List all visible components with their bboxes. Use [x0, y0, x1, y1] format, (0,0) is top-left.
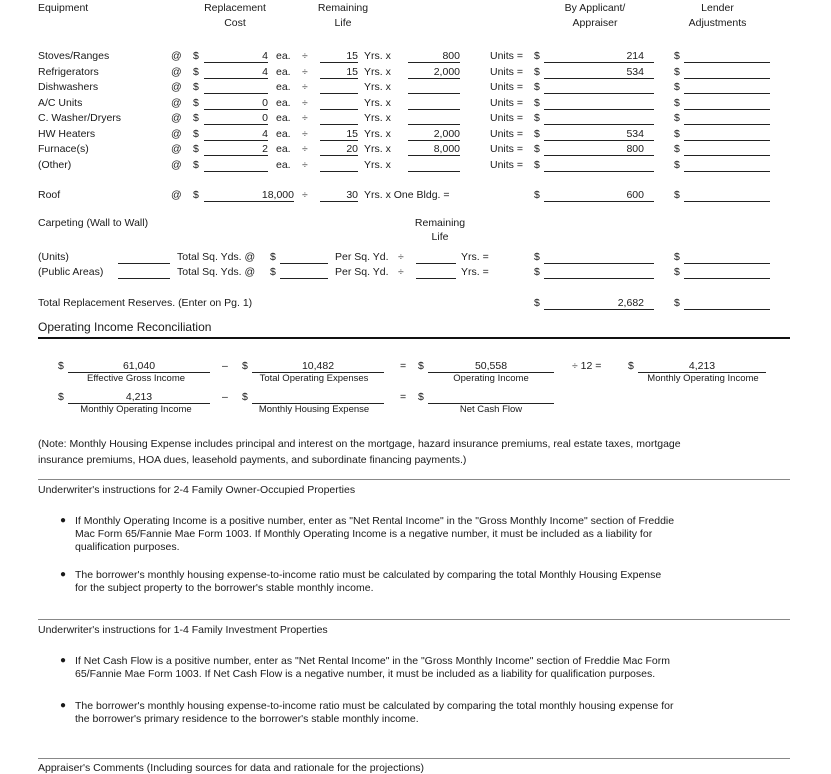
yrs-label: Yrs. x — [364, 50, 391, 62]
dollar-sign: $ — [534, 266, 540, 278]
net-cash-flow-label: Net Cash Flow — [459, 404, 523, 415]
carpet-units-sqyds-label: Total Sq. Yds. @ — [177, 251, 256, 263]
carpet-public-applicant-field[interactable] — [544, 266, 654, 279]
dollar-sign: $ — [674, 143, 680, 155]
applicant-field[interactable] — [544, 66, 654, 79]
dollar-sign: $ — [674, 81, 680, 93]
ea-label: ea. — [276, 159, 291, 171]
lender-field[interactable] — [684, 97, 770, 110]
bullet-icon: ● — [60, 569, 67, 580]
row2-monthly-operating-income-field[interactable]: 4,213 — [68, 391, 210, 404]
net-cash-flow-field[interactable] — [428, 391, 554, 404]
divide-symbol: ÷ — [302, 189, 308, 201]
dollar-sign: $ — [628, 360, 634, 372]
dollar-sign: $ — [674, 97, 680, 109]
roof-lender-field[interactable] — [684, 189, 770, 202]
ea-label: ea. — [276, 50, 291, 62]
dollar-sign: $ — [58, 360, 64, 372]
dollar-sign: $ — [534, 81, 540, 93]
divide-symbol: ÷ — [302, 112, 308, 124]
life-field[interactable] — [320, 159, 358, 172]
dollar-sign: $ — [193, 189, 199, 201]
divide-symbol: ÷ — [302, 50, 308, 62]
equipment-name: C. Washer/Dryers — [38, 112, 122, 124]
applicant-value: 534 — [626, 128, 644, 140]
at-symbol: @ — [171, 112, 182, 124]
at-symbol: @ — [171, 128, 182, 140]
life-field[interactable]: 15 — [320, 66, 358, 79]
dollar-sign: $ — [193, 159, 199, 171]
applicant-field[interactable] — [544, 50, 654, 63]
units-eq-label: Units = — [490, 81, 523, 93]
section-divider — [38, 337, 790, 339]
effective-gross-income-field[interactable]: 61,040 — [68, 360, 210, 373]
roof-applicant-field[interactable] — [544, 189, 654, 202]
cost-field[interactable]: 4 — [204, 128, 268, 141]
units-eq-label: Units = — [490, 143, 523, 155]
units-field[interactable] — [408, 112, 460, 125]
total-operating-expenses-field[interactable]: 10,482 — [252, 360, 384, 373]
life-field[interactable]: 15 — [320, 50, 358, 63]
carpet-units-lender-field[interactable] — [684, 251, 770, 264]
roof-applicant-value: 600 — [626, 189, 644, 201]
dollar-sign: $ — [674, 66, 680, 78]
carpet-public-price-field[interactable] — [280, 266, 328, 279]
equipment-header: Equipment — [38, 2, 89, 14]
carpet-public-label: (Public Areas) — [38, 266, 104, 278]
bullet-icon: ● — [60, 515, 67, 526]
carpet-remaining-life-line2: Life — [431, 231, 449, 243]
dollar-sign: $ — [193, 81, 199, 93]
dollar-sign: $ — [193, 128, 199, 140]
dollar-sign: $ — [418, 391, 424, 403]
operating-income-label: Operating Income — [453, 373, 529, 384]
lender-field[interactable] — [684, 66, 770, 79]
equals-symbol: = — [400, 391, 407, 403]
ea-label: ea. — [276, 81, 291, 93]
dollar-sign: $ — [193, 143, 199, 155]
dollar-sign: $ — [534, 143, 540, 155]
total-operating-expenses-label: Total Operating Expenses — [259, 373, 369, 384]
cost-field[interactable]: 0 — [204, 97, 268, 110]
row2-monthly-operating-income-label: Monthly Operating Income — [80, 404, 192, 415]
roof-cost-field[interactable]: 18,000 — [204, 189, 294, 202]
life-field[interactable] — [320, 97, 358, 110]
applicant-value: 800 — [626, 143, 644, 155]
dollar-sign: $ — [534, 50, 540, 62]
roof-label: Roof — [38, 189, 61, 201]
equals-symbol: = — [400, 360, 407, 372]
carpet-public-per-label: Per Sq. Yd. — [335, 266, 389, 278]
units-field[interactable]: 2,000 — [408, 128, 460, 141]
dollar-sign: $ — [193, 97, 199, 109]
monthly-operating-income-field[interactable]: 4,213 — [638, 360, 766, 373]
carpeting-label: Carpeting (Wall to Wall) — [38, 217, 149, 229]
lender-field[interactable] — [684, 143, 770, 156]
units-field[interactable]: 2,000 — [408, 66, 460, 79]
applicant-field[interactable] — [544, 81, 654, 94]
dollar-sign: $ — [674, 266, 680, 278]
dollar-sign: $ — [193, 112, 199, 124]
carpet-units-life-field[interactable] — [416, 251, 456, 264]
dollar-sign: $ — [58, 391, 64, 403]
carpet-units-label: (Units) — [38, 251, 69, 263]
carpet-public-lender-field[interactable] — [684, 266, 770, 279]
remaining-life-header-line2: Life — [334, 17, 352, 29]
at-symbol: @ — [171, 66, 182, 78]
carpet-public-life-field[interactable] — [416, 266, 456, 279]
dollar-sign: $ — [674, 297, 680, 309]
divide-symbol: ÷ — [302, 81, 308, 93]
yrs-label: Yrs. x — [364, 143, 391, 155]
section-divider — [38, 758, 790, 759]
minus-symbol: – — [222, 360, 228, 372]
units-field[interactable]: 8,000 — [408, 143, 460, 156]
at-symbol: @ — [171, 97, 182, 109]
operating-income-field[interactable]: 50,558 — [428, 360, 554, 373]
applicant-field[interactable] — [544, 112, 654, 125]
carpet-remaining-life-line1: Remaining — [414, 217, 466, 229]
equipment-name: Dishwashers — [38, 81, 99, 93]
dollar-sign: $ — [674, 50, 680, 62]
dollar-sign: $ — [418, 360, 424, 372]
replacement-cost-header-line2: Cost — [224, 17, 246, 29]
divide-symbol: ÷ — [302, 159, 308, 171]
divide-symbol: ÷ — [302, 97, 308, 109]
life-field[interactable] — [320, 81, 358, 94]
units-eq-label: Units = — [490, 66, 523, 78]
ea-label: ea. — [276, 112, 291, 124]
appraiser-comments-title: Appraiser's Comments (Including sources for data and rationale for the projections) — [38, 762, 425, 774]
carpet-units-yrs-label: Yrs. = — [461, 251, 489, 263]
note-line2: insurance premiums, HOA dues, leasehold payments, and subordinate financing payments.) — [38, 454, 467, 466]
units-field[interactable]: 800 — [408, 50, 460, 63]
yrs-label: Yrs. x — [364, 66, 391, 78]
ea-label: ea. — [276, 128, 291, 140]
at-symbol: @ — [171, 143, 182, 155]
divide-symbol: ÷ — [302, 66, 308, 78]
monthly-housing-expense-field[interactable] — [252, 391, 384, 404]
units-eq-label: Units = — [490, 128, 523, 140]
at-symbol: @ — [171, 189, 182, 201]
dollar-sign: $ — [674, 128, 680, 140]
dollar-sign: $ — [534, 128, 540, 140]
cost-field[interactable]: 4 — [204, 66, 268, 79]
at-symbol: @ — [171, 81, 182, 93]
divide-symbol: ÷ — [398, 266, 404, 278]
divide-by-twelve: ÷ 12 = — [572, 360, 602, 372]
yrs-label: Yrs. x — [364, 112, 391, 124]
applicant-value: 534 — [626, 66, 644, 78]
dollar-sign: $ — [270, 251, 276, 263]
yrs-label: Yrs. x — [364, 81, 391, 93]
total-reserves-applicant-field[interactable] — [544, 297, 654, 310]
monthly-operating-income-label: Monthly Operating Income — [647, 373, 759, 384]
cost-field[interactable]: 4 — [204, 50, 268, 63]
dollar-sign: $ — [674, 251, 680, 263]
carpet-units-per-label: Per Sq. Yd. — [335, 251, 389, 263]
lender-field[interactable] — [684, 50, 770, 63]
dollar-sign: $ — [674, 189, 680, 201]
lender-field[interactable] — [684, 112, 770, 125]
lender-header-line1: Lender — [701, 2, 734, 14]
dollar-sign: $ — [674, 112, 680, 124]
lender-header-line2: Adjustments — [688, 17, 747, 29]
divide-symbol: ÷ — [302, 128, 308, 140]
units-field[interactable] — [408, 81, 460, 94]
dollar-sign: $ — [193, 50, 199, 62]
remaining-life-header-line1: Remaining — [317, 2, 369, 14]
equipment-name: Furnace(s) — [38, 143, 89, 155]
equipment-name: Refrigerators — [38, 66, 99, 78]
lender-field[interactable] — [684, 128, 770, 141]
dollar-sign: $ — [534, 251, 540, 263]
total-reserves-applicant-value: 2,682 — [617, 297, 644, 309]
total-reserves-lender-field[interactable] — [684, 297, 770, 310]
effective-gross-income-label: Effective Gross Income — [86, 373, 186, 384]
dollar-sign: $ — [534, 97, 540, 109]
at-symbol: @ — [171, 50, 182, 62]
dollar-sign: $ — [242, 391, 248, 403]
minus-symbol: – — [222, 391, 228, 403]
carpet-units-applicant-field[interactable] — [544, 251, 654, 264]
bullet-icon: ● — [60, 700, 67, 711]
units-field[interactable] — [408, 97, 460, 110]
roof-suffix: Yrs. x One Bldg. = — [364, 189, 450, 201]
carpet-public-yrs-label: Yrs. = — [461, 266, 489, 278]
cost-field[interactable] — [204, 159, 268, 172]
units-eq-label: Units = — [490, 112, 523, 124]
lender-field[interactable] — [684, 81, 770, 94]
equipment-name: HW Heaters — [38, 128, 96, 140]
units-field[interactable] — [408, 159, 460, 172]
cost-field[interactable] — [204, 81, 268, 94]
life-field[interactable]: 15 — [320, 128, 358, 141]
applicant-value: 214 — [626, 50, 644, 62]
dollar-sign: $ — [674, 159, 680, 171]
life-field[interactable] — [320, 112, 358, 125]
by-applicant-header-line2: Appraiser — [572, 17, 618, 29]
dollar-sign: $ — [270, 266, 276, 278]
bullet-icon: ● — [60, 655, 67, 666]
applicant-field[interactable] — [544, 159, 654, 172]
units-eq-label: Units = — [490, 159, 523, 171]
replacement-cost-header-line1: Replacement — [204, 2, 266, 14]
divide-symbol: ÷ — [398, 251, 404, 263]
section-divider — [38, 619, 790, 620]
dollar-sign: $ — [193, 66, 199, 78]
section-divider — [38, 479, 790, 480]
owner-instruction-2: The borrower's monthly housing expense-to-income ratio must be calculated by comparing the total Monthly Housing Expense for the subject property to the borrower's stable monthly income. — [75, 569, 662, 594]
by-applicant-header-line1: By Applicant/ — [564, 2, 626, 14]
units-eq-label: Units = — [490, 97, 523, 109]
note-line1: (Note: Monthly Housing Expense includes principal and interest on the mortgage, hazard insurance premiums, real estate taxes, mortgage — [38, 438, 681, 450]
owner-instructions-title: Underwriter's instructions for 2-4 Family Owner-Occupied Properties — [38, 484, 356, 496]
applicant-field[interactable] — [544, 143, 654, 156]
ea-label: ea. — [276, 97, 291, 109]
investment-instructions-title: Underwriter's instructions for 1-4 Family Investment Properties — [38, 624, 328, 636]
at-symbol: @ — [171, 159, 182, 171]
cost-field[interactable]: 0 — [204, 112, 268, 125]
dollar-sign: $ — [534, 189, 540, 201]
carpet-units-price-field[interactable] — [280, 251, 328, 264]
ea-label: ea. — [276, 66, 291, 78]
ea-label: ea. — [276, 143, 291, 155]
dollar-sign: $ — [534, 297, 540, 309]
total-reserves-label: Total Replacement Reserves. (Enter on Pg. 1) — [38, 297, 253, 309]
investment-instruction-1: If Net Cash Flow is a positive number, enter as "Net Rental Income" in the "Gross Monthly Income" section of Freddie Mac Form 65/Fannie Mae Form 1003. If Net Cash Flow is a negative number, it must be included as a liability for qualification purposes. — [75, 655, 670, 680]
yrs-label: Yrs. x — [364, 97, 391, 109]
roof-life-field[interactable]: 30 — [320, 189, 358, 202]
dollar-sign: $ — [534, 112, 540, 124]
units-eq-label: Units = — [490, 50, 523, 62]
investment-instruction-2: The borrower's monthly housing expense-to-income ratio must be calculated by comparing the total monthly housing expense for the borrower's primary residence to the borrower's stable monthly income. — [75, 700, 674, 725]
lender-field[interactable] — [684, 159, 770, 172]
carpet-public-sqyds-label: Total Sq. Yds. @ — [177, 266, 256, 278]
applicant-field[interactable] — [544, 97, 654, 110]
yrs-label: Yrs. x — [364, 128, 391, 140]
dollar-sign: $ — [242, 360, 248, 372]
operating-income-title: Operating Income Reconciliation — [38, 320, 212, 334]
applicant-field[interactable] — [544, 128, 654, 141]
carpet-public-sqyds-field[interactable] — [118, 266, 170, 279]
life-field[interactable]: 20 — [320, 143, 358, 156]
carpet-units-sqyds-field[interactable] — [118, 251, 170, 264]
yrs-label: Yrs. x — [364, 159, 391, 171]
dollar-sign: $ — [534, 159, 540, 171]
divide-symbol: ÷ — [302, 143, 308, 155]
owner-instruction-1: If Monthly Operating Income is a positive number, enter as "Net Rental Income" in the "Gross Monthly Income" section of Freddie Mac Form 65/Fannie Mae Form 1003. If Monthly Operating Income is a negative number, it must be included as a liability for qualification purposes. — [75, 515, 675, 553]
dollar-sign: $ — [534, 66, 540, 78]
monthly-housing-expense-label: Monthly Housing Expense — [258, 404, 370, 415]
cost-field[interactable]: 2 — [204, 143, 268, 156]
equipment-name: (Other) — [38, 159, 72, 171]
equipment-name: Stoves/Ranges — [38, 50, 110, 62]
equipment-name: A/C Units — [38, 97, 83, 109]
